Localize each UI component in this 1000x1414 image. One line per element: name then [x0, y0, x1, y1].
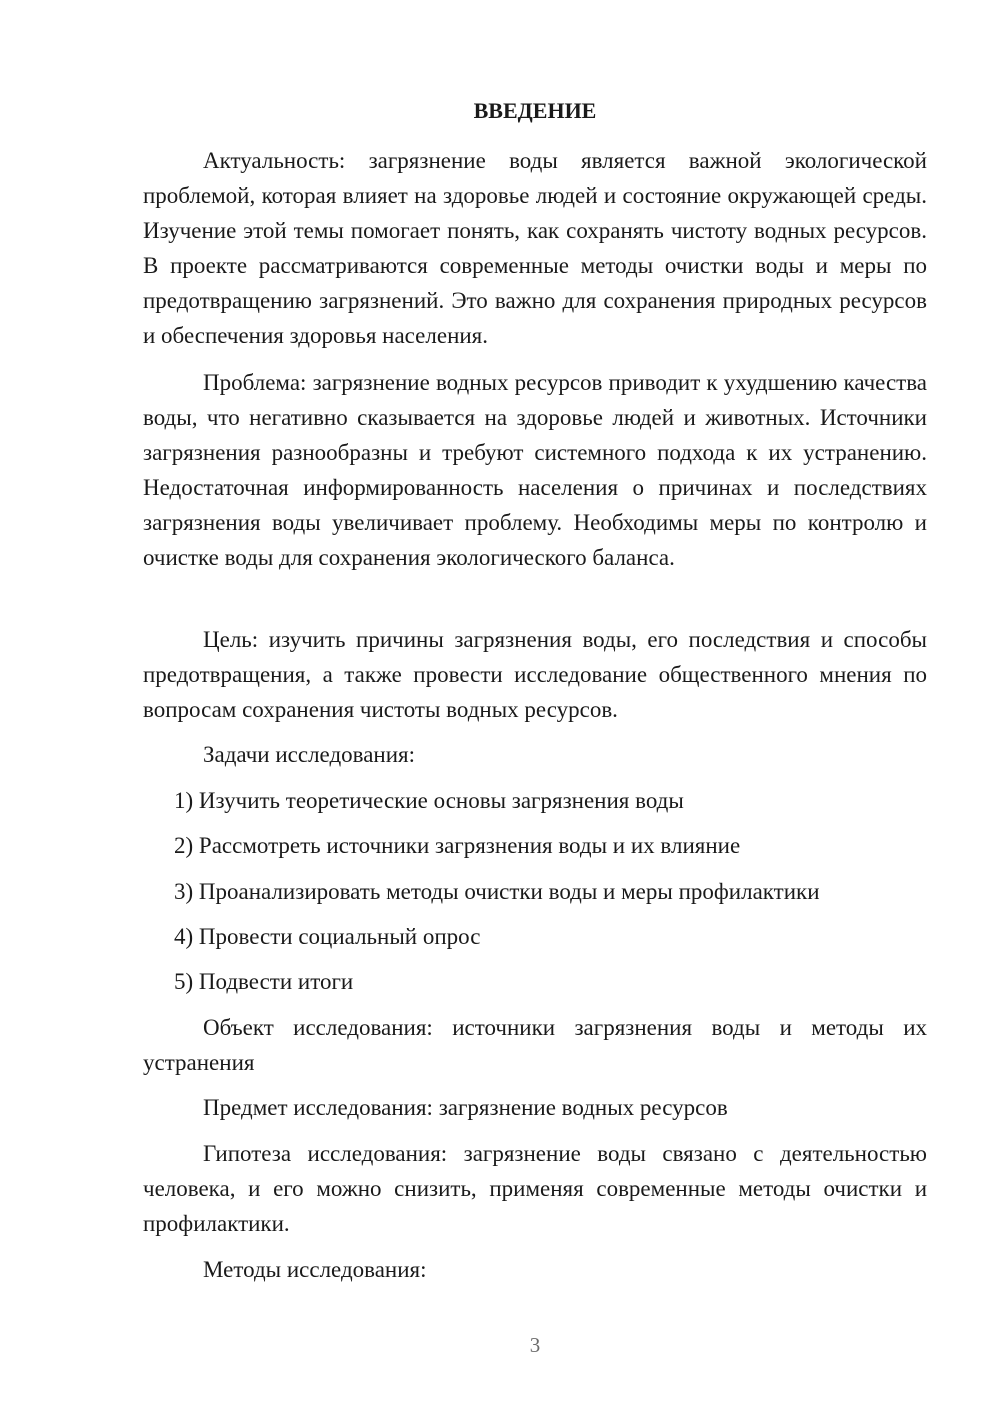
- goal-paragraph: Цель: изучить причины загрязнения воды, его последствия и способы предотвращения, а также провести исследование общественного мнения по вопросам сохранения чистоты водных ресурсов.: [143, 627, 927, 722]
- problem-paragraph: Проблема: загрязнение водных ресурсов приводит к ухудшению качества воды, что негативно сказывается на здоровье людей и животных. Источники загрязнения разнообразны и требуют системного подхода к их устранению. Недостаточная информированность населения о причинах и последствиях загрязнения воды увеличивает проблему. Необходимы меры по контролю и очистке воды для сохранения экологического баланса.: [143, 370, 927, 570]
- methods-heading: Методы исследования:: [203, 1257, 427, 1282]
- page-number: 3: [529, 1333, 541, 1357]
- subject-paragraph: Предмет исследования: загрязнение водных ресурсов: [203, 1095, 728, 1120]
- hypothesis-paragraph: Гипотеза исследования: загрязнение воды связано с деятельностью человека, и его можно снизить, применяя современные методы очистки и профилактики.: [143, 1141, 927, 1236]
- task-item-2: 2) Рассмотреть источники загрязнения воды и их влияние: [174, 833, 741, 858]
- relevance-paragraph: Актуальность: загрязнение воды является важной экологической проблемой, которая влияет на здоровье людей и состояние окружающей среды. Изучение этой темы помогает понять, как сохранять чистоту водных ресурсов. В проекте рассматриваются современные методы очистки воды и меры по предотвращению загрязнений. Это важно для сохранения природных ресурсов и обеспечения здоровья населения.: [143, 148, 927, 348]
- task-item-1: 1) Изучить теоретические основы загрязнения воды: [174, 788, 684, 813]
- task-item-5: 5) Подвести итоги: [174, 969, 354, 994]
- task-item-3: 3) Проанализировать методы очистки воды и меры профилактики: [174, 879, 820, 904]
- task-item-4: 4) Провести социальный опрос: [174, 924, 481, 949]
- object-paragraph: Объект исследования: источники загрязнения воды и методы их устранения: [143, 1015, 927, 1075]
- page-title: ВВЕДЕНИЕ: [473, 98, 597, 123]
- tasks-heading: Задачи исследования:: [203, 742, 416, 767]
